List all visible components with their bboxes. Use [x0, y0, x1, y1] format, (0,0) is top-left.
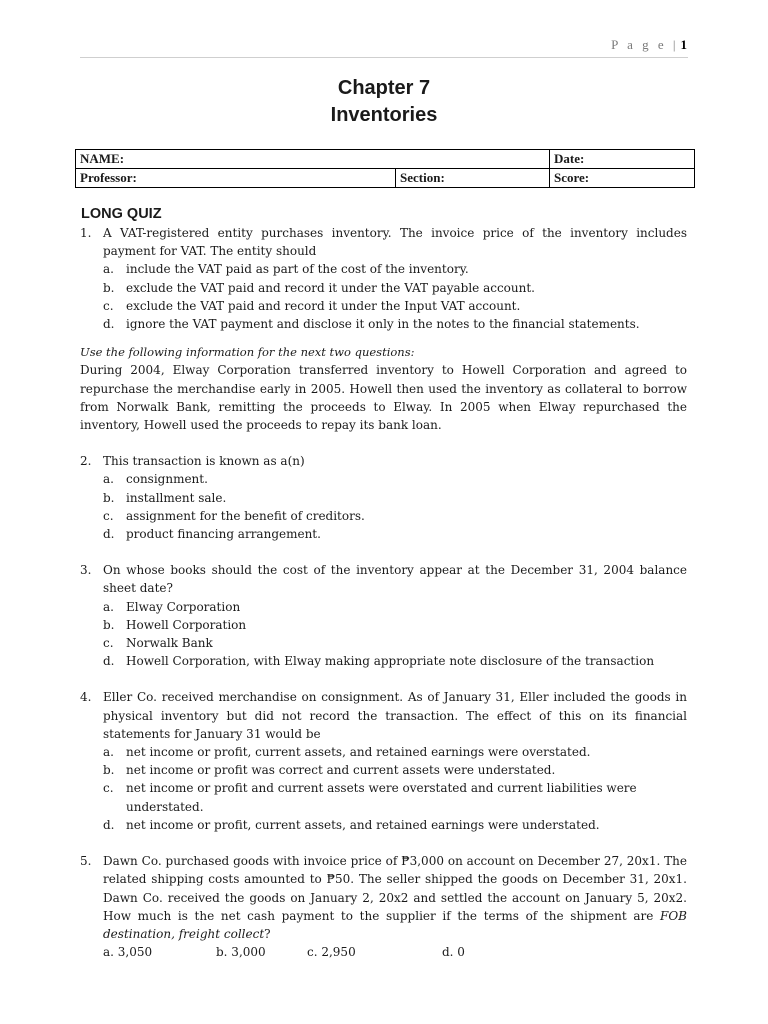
question-number: 5. — [80, 854, 92, 869]
question-text: Eller Co. received merchandise on consignment. As of January 31, Eller included the goods in physical inventory but did not record the transaction. The effect of this on its financial statements for January 31 would be — [103, 690, 687, 741]
shared-info-instruction: Use the following information for the next two questions: — [80, 345, 415, 360]
question-text: This transaction is known as a(n) — [103, 454, 305, 469]
page-number: 1 — [680, 37, 687, 52]
question-text: Dawn Co. purchased goods with invoice price of ₱3,000 on account on December 27, 20x1. The related shipping costs amounted to ₱50. The seller shipped the goods on December 31, 20x1. Dawn Co. received the goods on January 2, 20x2 and settled the account on January 5, 20x2. How much is the net cash payment to the supplier if the terms of the shipment are FOB destination, freight collect? — [103, 854, 687, 941]
name-field[interactable]: NAME: — [76, 150, 550, 169]
option-b[interactable]: b. exclude the VAT paid and record it under the VAT payable account. — [103, 280, 535, 295]
page-label: P a g e | — [611, 37, 679, 52]
section-field[interactable]: Section: — [396, 169, 550, 188]
option-a[interactable]: a. include the VAT paid as part of the cost of the inventory. — [103, 262, 469, 277]
option-c[interactable]: c. 2,950 — [307, 945, 356, 960]
option-b[interactable]: b. installment sale. — [103, 490, 227, 505]
question-text: A VAT-registered entity purchases inventory. The invoice price of the inventory includes payment for VAT. The entity should — [103, 226, 687, 259]
option-d[interactable]: d. net income or profit, current assets, and retained earnings were understated. — [103, 817, 600, 832]
option-a[interactable]: a. consignment. — [103, 472, 208, 487]
question-2-options — [80, 470, 687, 543]
option-b[interactable]: b. 3,000 — [216, 945, 266, 960]
question-5 — [80, 852, 687, 943]
chapter-number: Chapter 7 — [337, 77, 431, 99]
option-b[interactable]: b. net income or profit was correct and current assets were understated. — [103, 763, 556, 778]
question-1 — [80, 224, 687, 260]
option-c[interactable]: c. assignment for the benefit of creditors. — [103, 508, 365, 523]
question-number: 4. — [80, 690, 92, 705]
shared-info-passage: During 2004, Elway Corporation transferred inventory to Howell Corporation and agreed to repurchase the merchandise early in 2005. Howell then used the inventory as collateral to borrow from Norwalk Bank, remitting the proceeds to Elway. In 2005 when Elway repurchased the inventory, Howell used the proceeds to repay its bank loan. — [80, 363, 687, 433]
option-c[interactable]: c. Norwalk Bank — [103, 636, 213, 651]
student-info-table — [75, 149, 695, 188]
shipment-terms: FOB destination, freight collect — [103, 908, 687, 941]
question-1-options — [80, 260, 687, 333]
option-d[interactable]: d. 0 — [442, 945, 465, 960]
option-c[interactable]: c. net income or profit and current assets were overstated and current liabilities were understated. — [103, 781, 637, 814]
question-5-options — [80, 943, 687, 961]
question-text: On whose books should the cost of the inventory appear at the December 31, 2004 balance sheet date? — [103, 563, 687, 596]
date-field[interactable]: Date: — [550, 150, 695, 169]
option-a[interactable]: a. net income or profit, current assets, and retained earnings were overstated. — [103, 745, 591, 760]
document-title — [0, 75, 768, 129]
quiz-heading: LONG QUIZ — [81, 206, 162, 222]
option-d[interactable]: d. Howell Corporation, with Elway making appropriate note disclosure of the transaction — [103, 654, 655, 669]
question-number: 1. — [80, 226, 92, 240]
question-number: 3. — [80, 563, 92, 578]
option-b[interactable]: b. Howell Corporation — [103, 617, 247, 632]
question-3 — [80, 561, 687, 597]
chapter-subject: Inventories — [330, 104, 438, 126]
header-divider — [80, 57, 688, 58]
option-c[interactable]: c. exclude the VAT paid and record it under the Input VAT account. — [103, 298, 521, 313]
option-d[interactable]: d. product financing arrangement. — [103, 527, 321, 542]
quiz-content — [80, 224, 687, 961]
question-4-options — [80, 743, 687, 834]
score-field[interactable]: Score: — [550, 169, 695, 188]
question-2 — [80, 452, 687, 470]
page-header — [611, 37, 687, 53]
question-4 — [80, 688, 687, 743]
option-a[interactable]: a. Elway Corporation — [103, 599, 241, 614]
option-d[interactable]: d. ignore the VAT payment and disclose it only in the notes to the financial statements. — [103, 317, 640, 332]
professor-field[interactable]: Professor: — [76, 169, 396, 188]
question-3-options — [80, 598, 687, 671]
question-number: 2. — [80, 454, 92, 469]
option-a[interactable]: a. 3,050 — [103, 945, 153, 960]
